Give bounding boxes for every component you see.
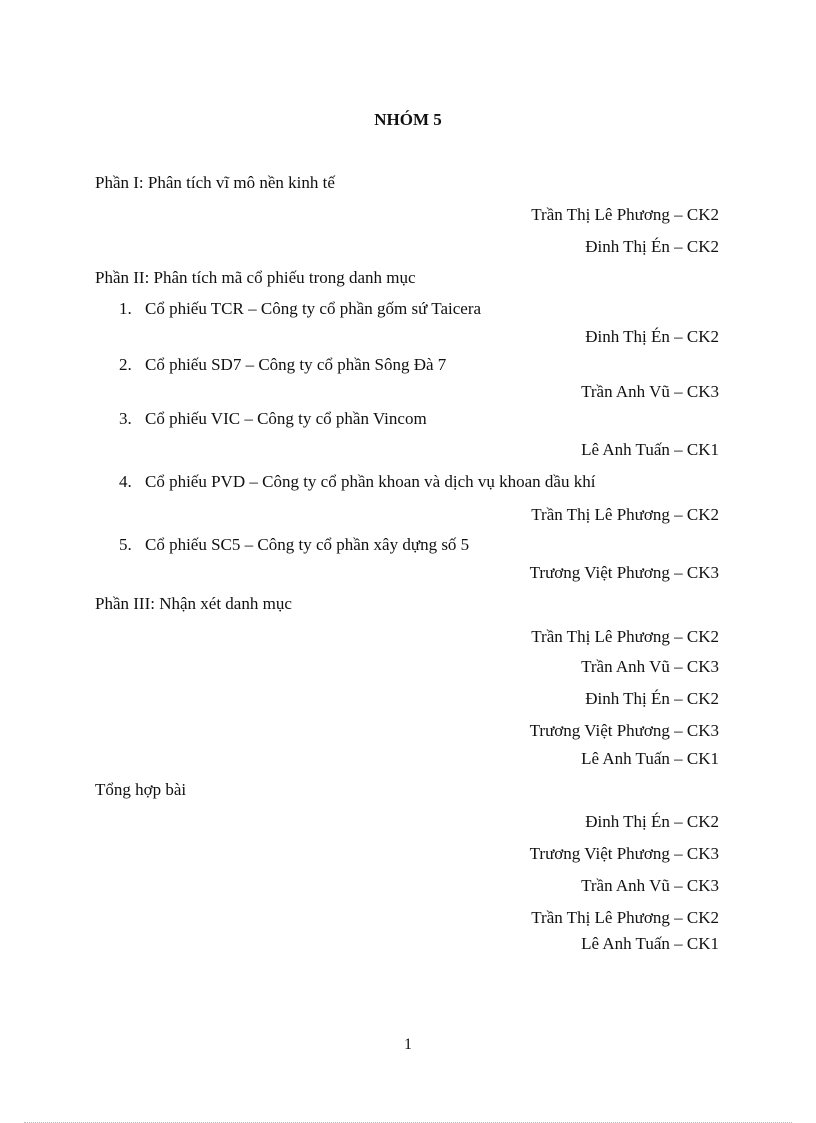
author-line: Lê Anh Tuấn – CK1 (581, 934, 719, 953)
author-line: Trương Việt Phương – CK3 (529, 844, 719, 863)
list-item-text: Cổ phiếu VIC – Công ty cổ phần Vincom (145, 409, 427, 428)
page-title: NHÓM 5 (374, 110, 442, 129)
author-line: Trần Anh Vũ – CK3 (581, 876, 719, 895)
list-item-text: Cổ phiếu TCR – Công ty cổ phần gốm sứ Taicera (145, 299, 482, 318)
list-item (119, 409, 427, 429)
author-line: Trần Anh Vũ – CK3 (581, 657, 719, 676)
section-heading-part-2: Phần II: Phân tích mã cổ phiếu trong danh mục (95, 268, 416, 287)
section-heading-part-3: Phần III: Nhận xét danh mục (95, 594, 292, 613)
author-line: Trần Anh Vũ – CK3 (581, 382, 719, 401)
page-number: 1 (404, 1036, 412, 1053)
author-line: Trương Việt Phương – CK3 (529, 721, 719, 740)
author-line: Đinh Thị Én – CK2 (585, 237, 719, 256)
list-item (119, 535, 469, 555)
author-line: Đinh Thị Én – CK2 (585, 327, 719, 346)
list-item-text: Cổ phiếu PVD – Công ty cổ phần khoan và dịch vụ khoan dầu khí (145, 472, 596, 491)
author-line: Trần Thị Lê Phương – CK2 (531, 205, 719, 224)
list-item (119, 299, 481, 319)
author-line: Lê Anh Tuấn – CK1 (581, 749, 719, 768)
author-line: Trương Việt Phương – CK3 (529, 563, 719, 582)
section-heading-part-1: Phần I: Phân tích vĩ mô nền kinh tế (95, 173, 335, 192)
author-line: Trần Thị Lê Phương – CK2 (531, 505, 719, 524)
author-line: Đinh Thị Én – CK2 (585, 812, 719, 831)
list-number: 2. (119, 355, 132, 374)
author-line: Trần Thị Lê Phương – CK2 (531, 908, 719, 927)
list-item (119, 472, 595, 492)
author-line: Lê Anh Tuấn – CK1 (581, 440, 719, 459)
list-number: 3. (119, 409, 132, 428)
list-item-text: Cổ phiếu SC5 – Công ty cổ phần xây dựng số 5 (145, 535, 470, 554)
list-number: 1. (119, 299, 132, 318)
list-number: 5. (119, 535, 132, 554)
author-line: Đinh Thị Én – CK2 (585, 689, 719, 708)
section-heading-summary: Tổng hợp bài (95, 780, 187, 799)
list-item-text: Cổ phiếu SD7 – Công ty cổ phần Sông Đà 7 (145, 355, 447, 374)
list-number: 4. (119, 472, 132, 491)
list-item (119, 355, 446, 375)
author-line: Trần Thị Lê Phương – CK2 (531, 627, 719, 646)
